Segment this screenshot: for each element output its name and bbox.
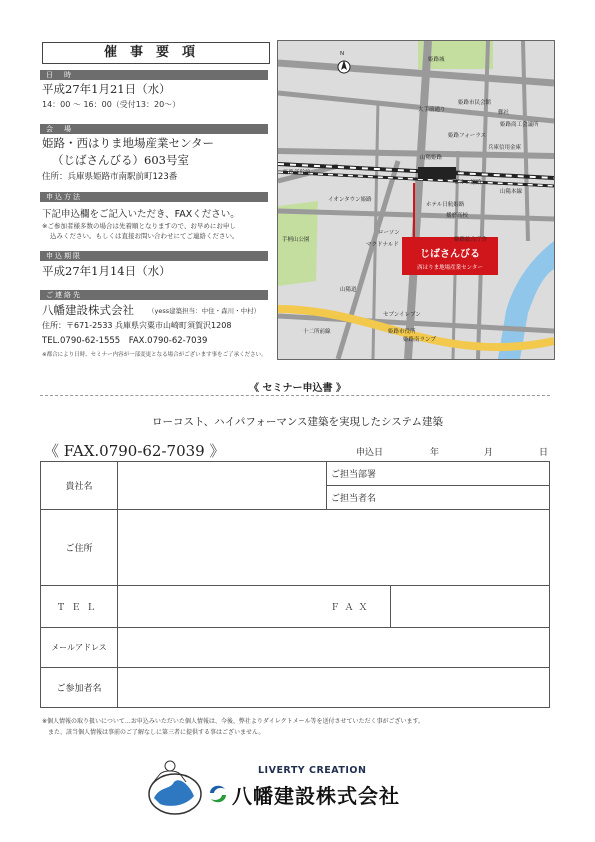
application-form (40, 461, 550, 708)
map-label: 姫路商工会議所 (500, 122, 539, 128)
globe-logo-icon (140, 758, 210, 818)
apply-note-2: 込みください。もしくは直接お問い合わせにてご連絡ください。 (50, 232, 239, 240)
event-title: 催事要項 (42, 42, 270, 64)
logo-japanese: 八幡建設株式会社 (232, 784, 400, 808)
date-label-year: 年 (430, 448, 440, 458)
map-label: 大手前通り (418, 107, 446, 113)
venue-name: 姫路・西はりま地場産業センター (42, 136, 215, 150)
date-label-apply: 申込日 (356, 448, 384, 458)
contact-staff: （yess建築担当：中住・森川・中村） (148, 307, 261, 315)
fax-number: 《 FAX.0790-62-7039 》 (44, 442, 225, 460)
map-label: 姫路市役所 (388, 329, 416, 335)
map-label: 十二所前線 (303, 329, 331, 335)
address-field[interactable] (118, 510, 550, 586)
map-label: 姫路南ランプ (403, 337, 437, 343)
dept-field[interactable] (327, 462, 550, 486)
map-label: 姫路城 (428, 57, 445, 63)
form-divider (40, 395, 550, 396)
company-field[interactable] (118, 462, 327, 510)
north-arrow (338, 60, 350, 73)
apply-method: 下記申込欄をご記入いただき、FAXください。 (42, 209, 240, 220)
event-date: 平成27年1月21日（水） (42, 82, 171, 96)
map-label: JR姫路駅 (438, 171, 460, 177)
map-label: 姫路総合庁舎 (454, 237, 488, 243)
map-label: 山陽姫路 (420, 155, 443, 161)
map-label: セブンイレブン (383, 312, 421, 318)
callout-name: じばさんびる (420, 249, 480, 260)
map-label: ホテル日航姫路 (426, 202, 465, 208)
person-label: ご担当者名 (331, 494, 377, 504)
map-svg (278, 41, 554, 359)
map-label: 姫路市民会館 (458, 100, 492, 106)
map-label: イオンタウン姫路 (328, 197, 372, 203)
map-label: 姫路新幹線 (283, 170, 311, 176)
map-label: 兵庫信用金庫 (488, 145, 522, 151)
privacy-note-2: また、該当個人情報は事前のご了解なしに第三者に提供する事はございません。 (48, 729, 265, 736)
tel-label: ＴＥＬ (41, 586, 118, 628)
form-title: 《 セミナー申込書 》 (249, 383, 346, 394)
privacy-note-1: ※個人情報の取り扱いについて…お申込みいただいた個人情報は、今後、弊社よりダイレクトメール等を送付させていただく事がございます。 (42, 718, 425, 725)
attendees-field[interactable] (118, 668, 550, 708)
email-field[interactable] (118, 628, 550, 668)
contact-address: 住所：〒671-2533 兵庫県宍粟市山崎町須賀沢1208 (42, 321, 232, 330)
callout-sub: 西はりま地場産業センター (417, 265, 483, 271)
dept-label: ご担当部署 (331, 470, 377, 480)
area-map (277, 40, 555, 360)
person-field[interactable] (327, 486, 550, 510)
attendees-label: ご参加者名 (41, 668, 118, 708)
date-label-day: 日 (539, 448, 549, 458)
map-label: マクドナルド (366, 242, 399, 248)
contact-tel-fax: TEL.0790-62-1555 FAX.0790-62-7039 (42, 336, 208, 346)
venue-room: （じばさんびる）603号室 (52, 153, 189, 167)
map-label: 播磨高校 (446, 213, 469, 219)
map-label: 山陽道 (340, 287, 357, 293)
map-label: 山陽本線 (500, 189, 523, 195)
venue-address: 住所：兵庫県姫路市南駅前町123番 (42, 172, 178, 182)
contact-header: ご連絡先 (40, 290, 268, 300)
company-mark-icon (208, 783, 228, 805)
event-time: 14：00 〜 16：00（受付13：20〜） (42, 100, 181, 109)
venue-header: 会 場 (40, 124, 268, 134)
address-label: ご住所 (41, 510, 118, 586)
fax-field[interactable] (390, 586, 550, 628)
apply-header: 申込方法 (40, 192, 268, 202)
email-label: メールアドレス (41, 628, 118, 668)
map-label: 郵社 (498, 110, 510, 116)
company-label: 貴社名 (41, 462, 118, 510)
contact-company: 八幡建設株式会社 (42, 303, 134, 317)
date-label-month: 月 (484, 448, 494, 458)
map-label: ローソン (378, 230, 400, 236)
apply-note-1: ※ご参加者様多数の場合は先着順となりますので、お早めにお申し (42, 222, 236, 230)
fax-label: ＦＡＸ (327, 586, 391, 628)
deadline-date: 平成27年1月14日（水） (42, 264, 171, 278)
map-label: ピオレ姫路 (454, 180, 482, 186)
deadline-header: 申込期限 (40, 251, 268, 261)
tel-field[interactable] (118, 586, 327, 628)
logo-english: LIVERTY CREATION (258, 765, 367, 776)
map-label: 姫路フォーラス (448, 133, 487, 139)
map-label: 手柄山公園 (282, 237, 310, 243)
form-subtitle: ローコスト、ハイパフォーマンス建築を実現したシステム建築 (152, 416, 443, 428)
north-label: N (340, 51, 345, 57)
date-header: 日 時 (40, 70, 268, 80)
event-footnote: ※都合により日時、セミナー内容が一部変更となる場合がございます事をご了承ください。 (42, 352, 267, 358)
